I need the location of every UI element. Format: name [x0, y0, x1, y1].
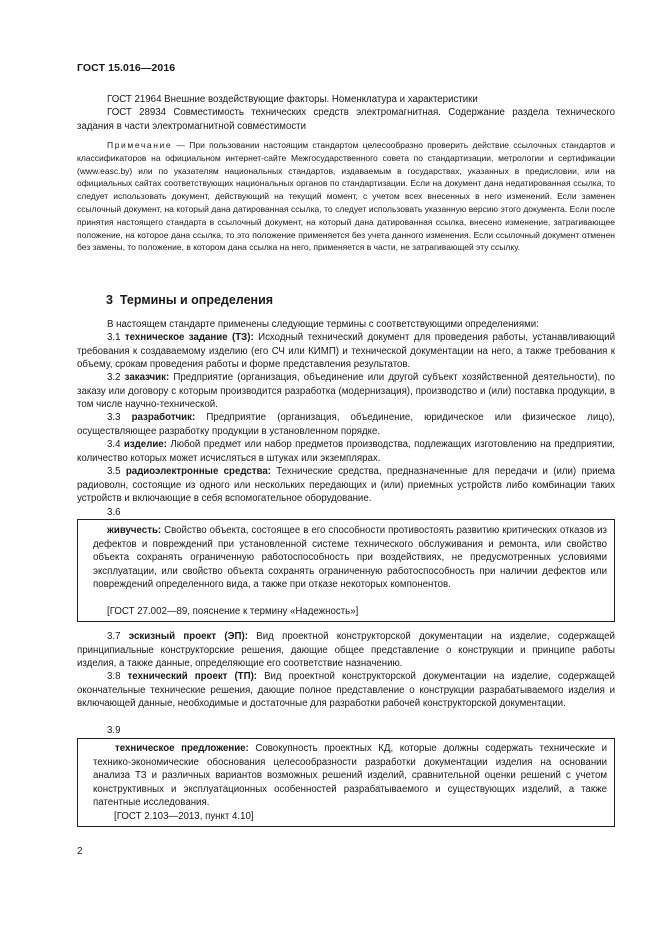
term-3-6-number: [77, 506, 615, 520]
term-3-9-text: [93, 742, 607, 810]
reference-title: Внешние воздействующие факторы. Номенклатура и характеристики: [164, 94, 478, 105]
intro-text: В настоящем стандарте применены следующие термины с соответствующими определениями:: [107, 319, 539, 330]
section-title: [106, 293, 273, 307]
term-3-4: [77, 438, 615, 465]
note-block: [77, 139, 615, 254]
term-3-8: [77, 670, 615, 711]
section-number: 3: [106, 293, 113, 307]
term-number: 3.4: [107, 439, 121, 450]
term-number: 3.3: [107, 412, 121, 423]
term-number: 3.5: [107, 466, 121, 477]
term-3-6-text: [93, 524, 607, 592]
note-label: Примечание: [107, 140, 173, 150]
term-definition: Любой предмет или набор предметов производства, подлежащих изготовлению на предприятии, количество которых может исчисляться в штуках или экземплярах.: [77, 439, 615, 464]
section-intro: [77, 318, 615, 332]
reference-code: ГОСТ 21964: [107, 94, 162, 105]
term-3-5: [77, 465, 615, 506]
term-name: заказчик:: [124, 372, 170, 383]
term-number: 3.7: [107, 631, 121, 642]
term-definition: Вид проектной конструкторской документации на изделие, содержащей принципиальные конструкторские решения, дающие общее представление о конструкции и принципе работы изделия, а также данные, определяющие его соответствие назначению.: [77, 631, 615, 670]
term-3-3: [77, 411, 615, 438]
term-3-6-source: [ГОСТ 27.002—89, пояснение к термину «Надежность»]: [107, 606, 359, 617]
term-name: разработчик:: [131, 412, 196, 423]
term-definition: Технические средства, предназначенные для передачи и (или) приема радиоволн, состоящие из одного или нескольких передающих и (или) приемных устройств либо комбинации таких устройств и включающие в себя вспомогательное оборудование.: [77, 466, 615, 505]
term-name: технический проект (ТП):: [127, 671, 258, 682]
reference-item: [77, 93, 615, 107]
term-3-2: [77, 371, 615, 412]
term-3-9-number: [77, 724, 615, 738]
term-name: живучесть:: [107, 525, 162, 536]
note-text: — При пользовании настоящим стандартом целесообразно проверить действие ссылочных стандартов и классификаторов на официальном интернет-сайте Межгосударственного совета по стандартизации, метрологии и сертификации (www.easc.by) или по указателям национальных стандартов, издаваемым в государствах, указанных в предисловии, или на официальных сайтах соответствующих национальных органов по стандартизации. Если на документ дана недатированная ссылка, то следует использовать документ, действующий на текущий момент, с учетом всех внесенных в него изменений. Если заменен ссылочный документ, на который дана датированная ссылка, то следует использовать указанную версию этого документа. Если после принятия настоящего стандарта в ссылочный документ, на который дана датированная ссылка, внесено изменение, затрагивающее положение, на которое дана ссылка, то это положение применяется без учета данного изменения. Если ссылочный документ отменен без замены, то положение, в котором дана ссылка на него, применяется в части, не затрагивающей эту ссылку.: [77, 140, 615, 253]
term-name: техническое предложение:: [115, 743, 249, 754]
reference-code: ГОСТ 28934: [107, 107, 167, 118]
term-3-9-source: [ГОСТ 2.103—2013, пункт 4.10]: [114, 811, 254, 822]
term-number: 3.8: [107, 671, 121, 682]
term-definition: Предприятие (организация, объединение, юридическое или физическое лицо), осуществляющее разработку продукции в установленном порядке.: [77, 412, 615, 437]
reference-title: Совместимость технических средств электромагнитная. Содержание раздела технического задания в части электромагнитной совместимости: [77, 107, 615, 132]
term-3-1: [77, 331, 615, 372]
document-header: ГОСТ 15.016—2016: [77, 62, 176, 74]
term-definition: Предприятие (организация, объединение или другой субъект хозяйственной деятельности), по заказу или договору с которым производится разработка (модернизация), производство и (или) поставка продукции, в том числе научно-технической.: [77, 372, 615, 411]
term-definition: Свойство объекта, состоящее в его способности противостоять развитию критических отказов из дефектов и повреждений при установленной системе технического обслуживания и ремонта, или свойство объекта сохранять ограниченную работоспособность при воздействиях, не предусмотренных условиями эксплуатации, или свойство объекта сохранять ограниченную работоспособность при наличии дефектов или повреждений определенного вида, а также при отказе некоторых компонентов.: [93, 525, 607, 591]
term-definition: Исходный технический документ для проведения работы, устанавливающий требования к создаваемому изделию (его СЧ или КИМП) и технической документации на него, а также требования к объему, срокам проведения работы и форме представления результатов.: [77, 332, 615, 371]
reference-item: [77, 106, 615, 133]
section-title-text: Термины и определения: [119, 293, 274, 307]
term-number: 3.1: [107, 332, 121, 343]
term-name: изделие:: [123, 439, 167, 450]
term-name: радиоэлектронные средства:: [125, 466, 271, 477]
term-definition: Совокупность проектных КД, которые должны содержать технические и технико-экономические обоснования целесообразности разработки документации изделия на основании анализа ТЗ и различных вариантов возможных решений изделий, сравнительной оценки решений с учетом конструктивных и эксплуатационных особенностей разрабатываемого и существующих изделий, а также патентные исследования.: [93, 743, 607, 809]
term-name: эскизный проект (ЭП):: [128, 631, 248, 642]
term-3-7: [77, 630, 615, 671]
page-number: 2: [77, 846, 83, 857]
term-name: техническое задание (ТЗ):: [124, 332, 254, 343]
term-number: 3.9: [107, 725, 121, 736]
term-number: 3.6: [107, 507, 121, 518]
term-definition: Вид проектной конструкторской документации на изделие, содержащей окончательные технические решения, дающие полное представление о конструкции разрабатываемого изделия и включающей данные, необходимые и достаточные для разработки рабочей конструкторской документации.: [77, 671, 615, 710]
term-number: 3.2: [107, 372, 121, 383]
